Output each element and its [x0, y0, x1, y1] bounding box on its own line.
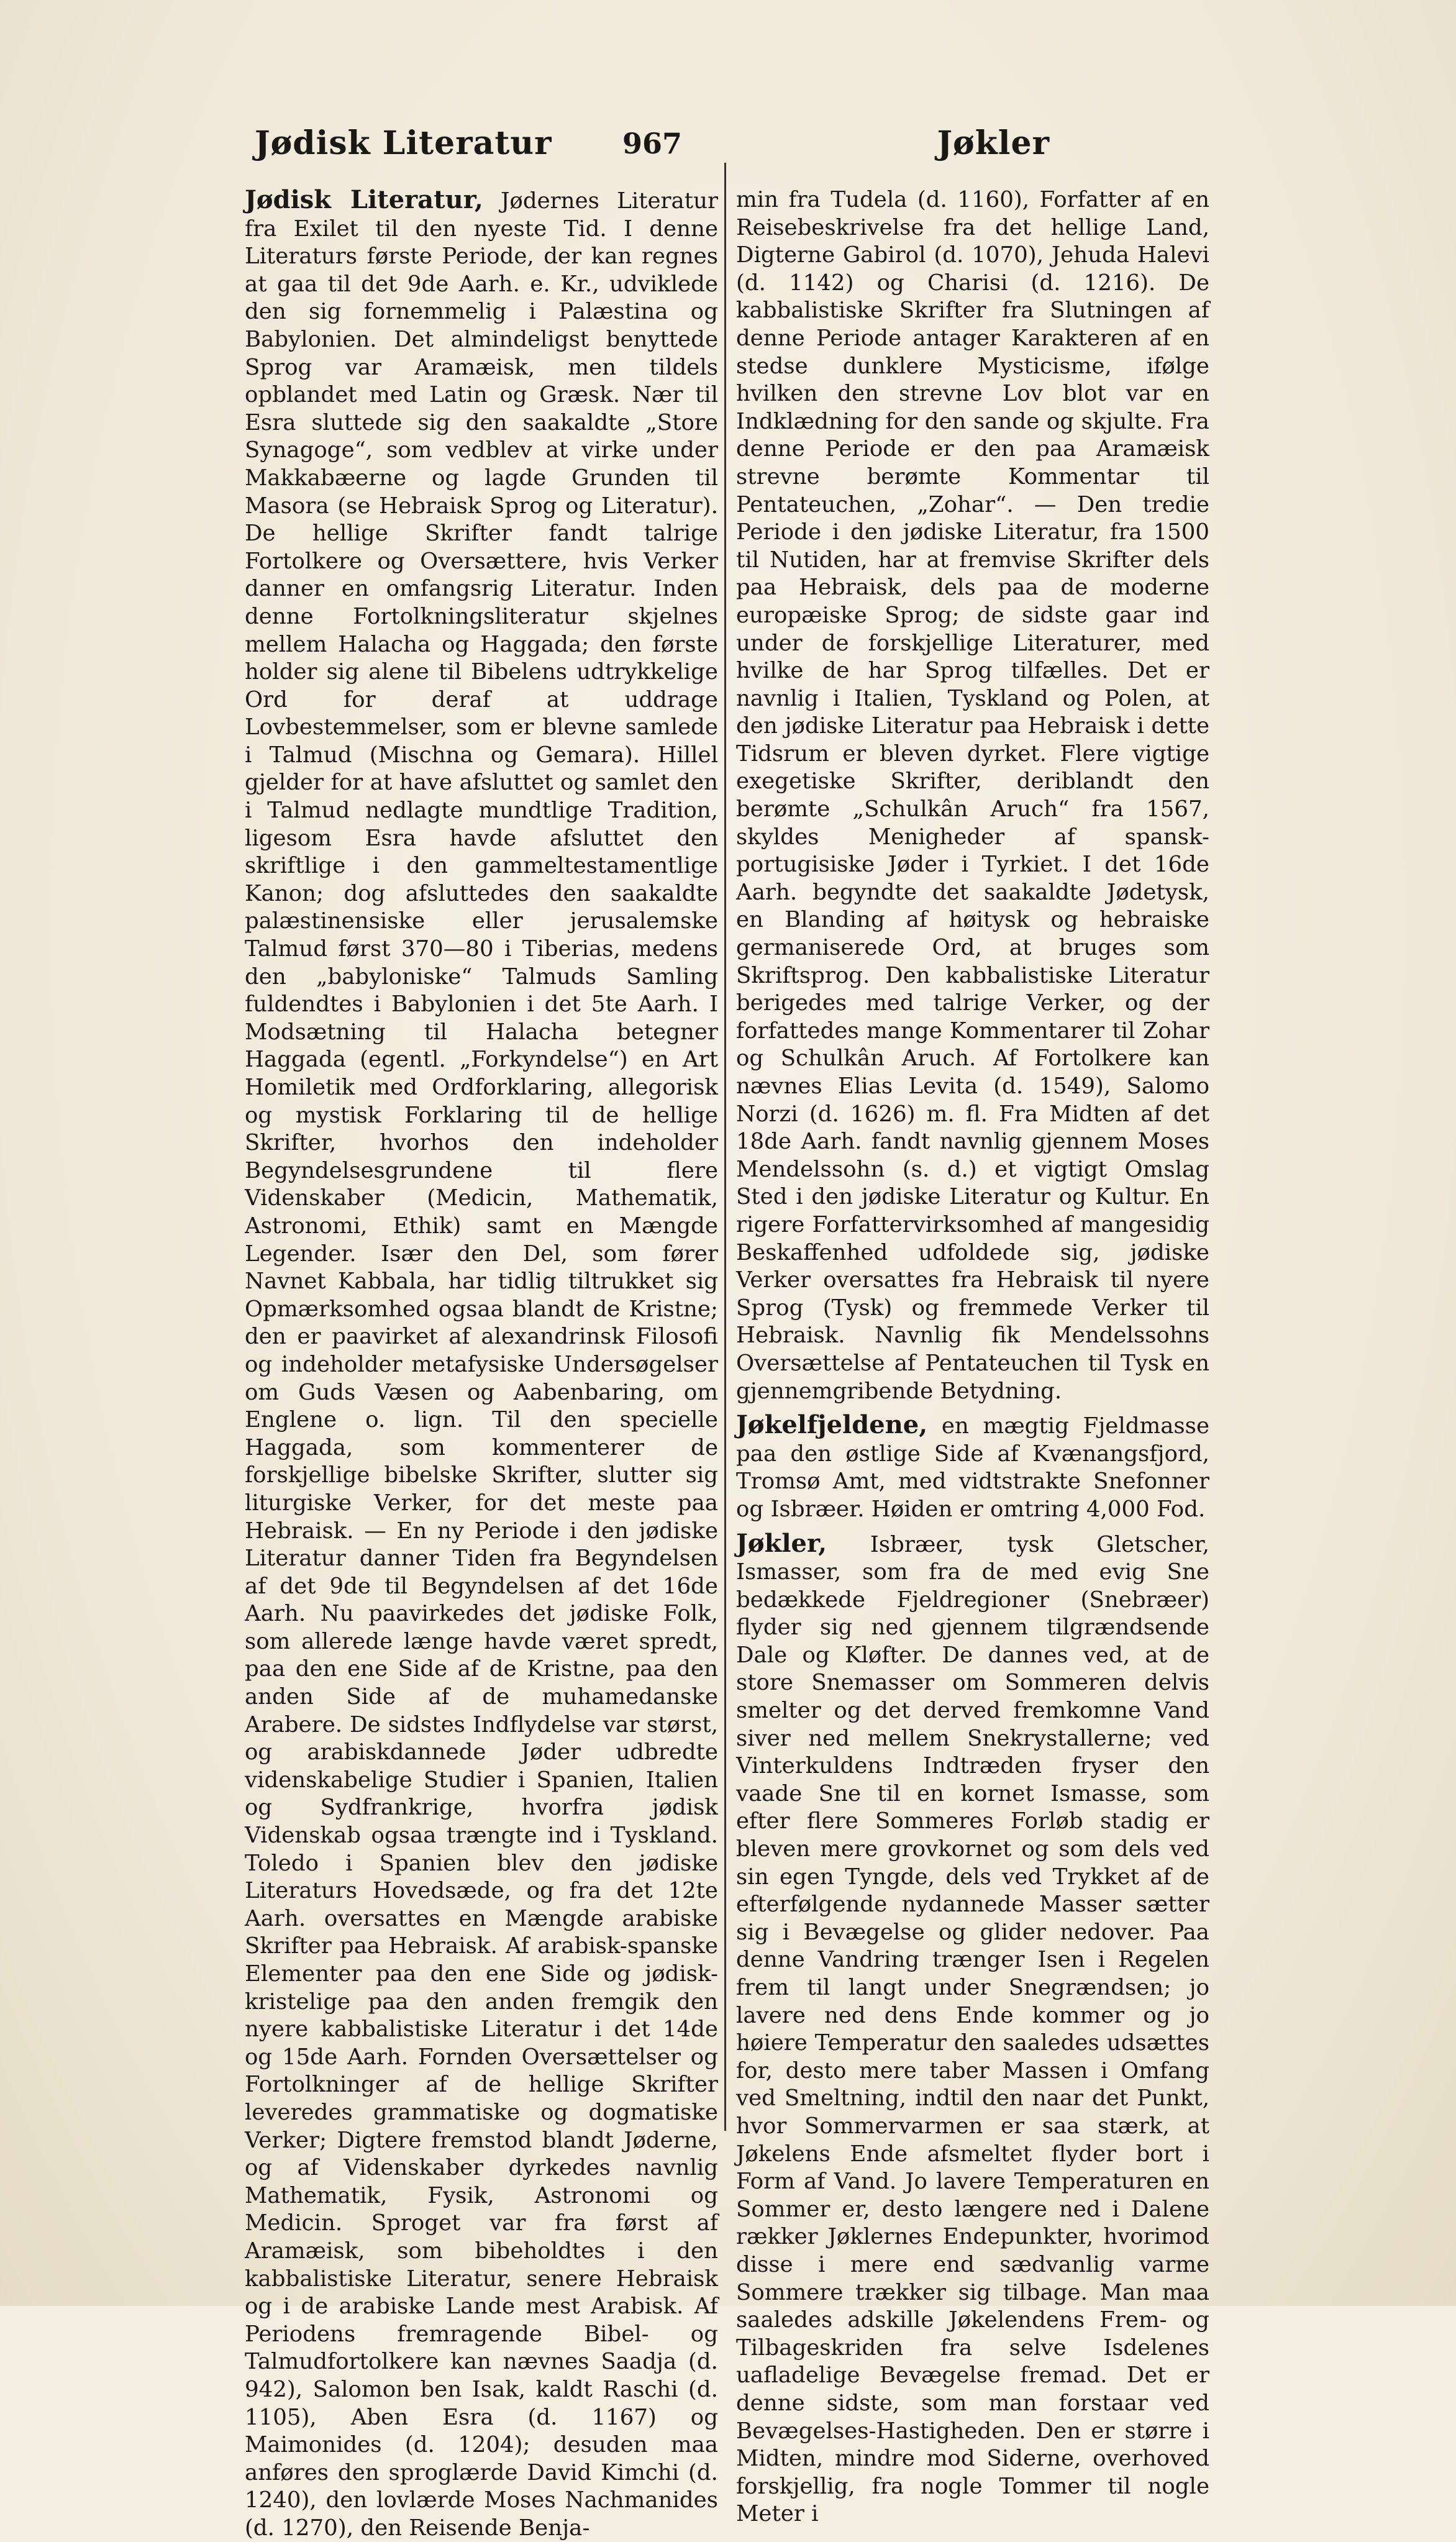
- entry-headword: Jøkelfjeldene,: [736, 1410, 928, 1440]
- page-header: [255, 124, 1050, 168]
- column-divider: [724, 163, 726, 2131]
- right-column: [736, 186, 1209, 2527]
- entry-headword: Jødisk Literatur,: [245, 185, 483, 214]
- entry-jodisk-literatur: [245, 186, 718, 2542]
- left-column: [245, 185, 718, 2541]
- entry-body: min fra Tudela (d. 1160), Forfatter af en Reisebeskrivelse fra det hellige Land, Digterne Gabirol (d. 1070), Jehuda Halevi (d. 1142) og Charisi (d. 1216). De kabbalistiske Skrifter fra Slutningen af denne Periode antager Karakteren af en stedse dunklere Mysticisme, ifølge hvilken den strevne Lov blot var en Indklædning for den sande og skjulte. Fra denne Periode er den paa Aramæisk strevne berømte Kommentar til Pentateuchen, „Zohar“. — Den tredie Periode i den jødiske Literatur, fra 1500 til Nutiden, har at fremvise Skrifter dels paa Hebraisk, dels paa de moderne europæiske Sprog; de sidste gaar ind under de forskjellige Literaturer, med hvilke de har Sprog tilfælles. Det er navnlig i Italien, Tyskland og Polen, at den jødiske Literatur paa Hebraisk i dette Tidsrum er bleven dyrket. Flere vigtige exegetiske Skrifter, deriblandt den berømte „Schulkân Aruch“ fra 1567, skyldes Menigheder af spansk-portugisiske Jøder i Tyrkiet. I det 16de Aarh. begyndte det saakaldte Jødetysk, en Blanding af høitysk og hebraiske germaniserede Ord, at bruges som Skriftsprog. Den kabbalistiske Literatur berigedes med talrige Verker, og der forfattedes mange Kommentarer til Zohar og Schulkân Aruch. Af Fortolkere kan nævnes Elias Levita (d. 1549), Salomo Norzi (d. 1626) m. fl. Fra Midten af det 18de Aarh. fandt navnlig gjennem Moses Mendelssohn (s. d.) et vigtigt Omslag Sted i den jødiske Literatur og Kultur. En rigere Forfattervirksomhed af mangesidig Beskaffenhed udfoldede sig, jødiske Verker oversattes fra Hebraisk til nyere Sprog (Tysk) og fremmede Verker til Hebraisk. Navnlig fik Mendelssohns Oversættelse af Pentateuchen til Tysk en gjennemgribende Betydning.: [736, 187, 1209, 1404]
- page-number: 967: [622, 127, 683, 160]
- entry-jokler: [736, 1530, 1209, 2528]
- entry-continuation: [736, 186, 1209, 1405]
- entry-headword: Jøkler,: [736, 1528, 827, 1558]
- entry-body: Isbræer, tysk Gletscher, Ismasser, som fra de med evig Sne bedækkede Fjeldregioner (Snebræer) flyder sig ned gjennem tilgrændsende Dale og Kløfter. De dannes ved, at de store Snemasser om Sommeren delvis smelter og det derved fremkomne Vand siver ned mellem Snekrystallerne; ved Vinterkuldens Indtræden fryser den vaade Sne til en kornet Ismasse, som efter flere Sommeres Forløb stadig er bleven mere grovkornet og som dels ved sin egen Tyngde, dels ved Trykket af de efterfølgende nydannede Masser sætter sig i Bevægelse og glider nedover. Paa denne Vandring trænger Isen i Regelen frem til langt under Snegrændsen; jo lavere ned dens Ende kommer og jo høiere Temperatur den saaledes udsættes for, desto mere taber Massen i Omfang ved Smeltning, indtil den naar det Punkt, hvor Sommervarmen er saa stærk, at Jøkelens Ende afsmeltet flyder bort i Form af Vand. Jo lavere Temperaturen en Sommer er, desto længere ned i Dalene rækker Jøklernes Endepunkter, hvorimod disse i mere end sædvanlig varme Sommere trækker sig tilbage. Man maa saaledes adskille Jøkelendens Frem- og Tilbageskriden fra selve Isdelenes uafladelige Bevægelse fremad. Det er denne sidste, som man forstaar ved Bevægelses-Hastigheden. Den er større i Midten, mindre mod Siderne, overhoved forskjellig, fra nogle Tommer til nogle Meter i: [736, 1531, 1209, 2527]
- entry-body: en mægtig Fjeldmasse paa den østlige Side af Kvænangsfjord, Tromsø Amt, med vidtstrakte Snefonner og Isbræer. Høiden er omtring 4,000 Fod.: [736, 1413, 1209, 1522]
- entry-body: Jødernes Literatur fra Exilet til den nyeste Tid. I denne Literaturs første Periode, der kan regnes at gaa til det 9de Aarh. e. Kr., udviklede den sig fornemmelig i Palæstina og Babylonien. Det almindeligst benyttede Sprog var Aramæisk, men tildels opblandet med Latin og Græsk. Nær til Esra sluttede sig den saakaldte „Store Synagoge“, som vedblev at virke under Makkabæerne og lagde Grunden til Masora (se Hebraisk Sprog og Literatur). De hellige Skrifter fandt talrige Fortolkere og Oversættere, hvis Verker danner en omfangsrig Literatur. Inden denne Fortolkningsliteratur skjelnes mellem Halacha og Haggada; den første holder sig alene til Bibelens udtrykkelige Ord for deraf at uddrage Lovbestemmelser, som er blevne samlede i Talmud (Mischna og Gemara). Hillel gjelder for at have afsluttet og samlet den i Talmud nedlagte mundtlige Tradition, ligesom Esra havde afsluttet den skriftlige i den gammeltestamentlige Kanon; dog afsluttedes den saakaldte palæstinensiske eller jerusalemske Talmud først 370—80 i Tiberias, medens den „babyloniske“ Talmuds Samling fuldendtes i Babylonien i det 5te Aarh. I Modsætning til Halacha betegner Haggada (egentl. „Forkyndelse“) en Art Homiletik med Ordforklaring, allegorisk og mystisk Forklaring til de hellige Skrifter, hvorhos den indeholder Begyndelsesgrundene til flere Videnskaber (Medicin, Mathematik, Astronomi, Ethik) samt en Mængde Legender. Især den Del, som fører Navnet Kabbala, har tidlig tiltrukket sig Opmærksomhed ogsaa blandt de Kristne; den er paavirket af alexandrinsk Filosofi og indeholder metafysiske Undersøgelser om Guds Væsen og Aabenbaring, om Englene o. lign. Til den specielle Haggada, som kommenterer de forskjellige bibelske Skrifter, slutter sig liturgiske Verker, for det meste paa Hebraisk. — En ny Periode i den jødiske Literatur danner Tiden fra Begyndelsen af det 9de til Begyndelsen af det 16de Aarh. Nu paavirkedes det jødiske Folk, som allerede længe havde været spredt, paa den ene Side af de Kristne, paa den anden Side af de muhamedanske Arabere. De sidstes Indflydelse var størst, og arabiskdannede Jøder udbredte videnskabelige Studier i Spanien, Italien og Sydfrankrige, hvorfra jødisk Videnskab ogsaa trængte ind i Tyskland. Toledo i Spanien blev den jødiske Literaturs Hovedsæde, og fra det 12te Aarh. oversattes en Mængde arabiske Skrifter paa Hebraisk. Af arabisk-spanske Elementer paa den ene Side og jødisk-kristelige paa den anden fremgik den nyere kabbalistiske Literatur i det 14de og 15de Aarh. Fornden Oversættelser og Fortolkninger af de hellige Skrifter leveredes grammatiske og dogmatiske Verker; Digtere fremstod blandt Jøderne, og af Videnskaber dyrkedes navnlig Mathematik, Fysik, Astronomi og Medicin. Sproget var fra først af Aramæisk, som bibeholdtes i den kabbalistiske Literatur, senere Hebraisk og i de arabiske Lande mest Arabisk. Af Periodens fremragende Bibel- og Talmudfortolkere kan nævnes Saadja (d. 942), Salomon ben Isak, kaldt Raschi (d. 1105), Aben Esra (d. 1167) og Maimonides (d. 1204); desuden maa anføres den sproglærde David Kimchi (d. 1240), den lovlærde Moses Nachmanides (d. 1270), den Reisende Benja-: [245, 188, 718, 2541]
- running-head-left: Jødisk Literatur: [255, 124, 552, 162]
- entry-jokelfjeldene: [736, 1411, 1209, 1523]
- running-head-right: Jøkler: [937, 124, 1050, 162]
